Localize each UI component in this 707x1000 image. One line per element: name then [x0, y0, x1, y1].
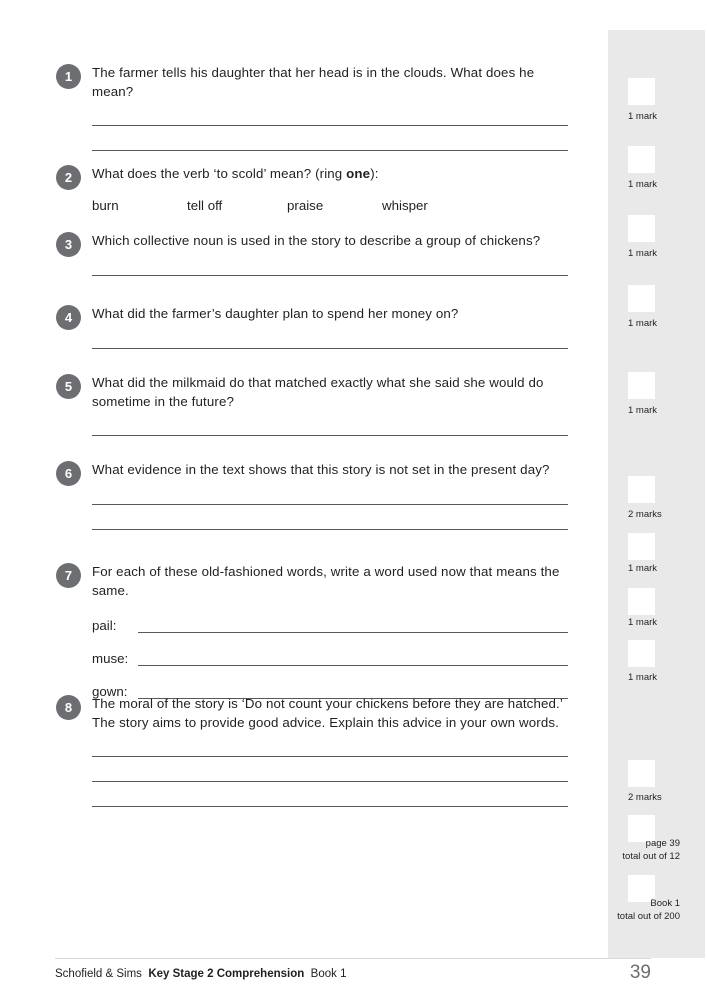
question-number-8: 8 [56, 695, 81, 720]
footer-imprint [55, 968, 346, 980]
mark-label-q1: 1 mark [628, 111, 658, 122]
answer-lines-1 [92, 125, 568, 151]
answer-line[interactable] [92, 806, 568, 807]
question-number-4: 4 [56, 305, 81, 330]
answer-line[interactable] [92, 781, 568, 782]
blank-line-pail[interactable] [138, 619, 568, 633]
question-text-8: The moral of the story is ‘Do not count your chickens before they are hatched.’ The story aims to provide good advice. Explain this advice in your own words. [92, 696, 563, 730]
mark-box-q7-muse[interactable] [628, 588, 655, 615]
answer-lines-3 [92, 275, 568, 276]
page-footer [0, 958, 707, 1000]
mark-label-q3: 1 mark [628, 248, 658, 259]
question-text-3: Which collective noun is used in the story to describe a group of chickens? [92, 233, 541, 248]
option-burn[interactable]: burn [92, 197, 119, 213]
answer-options-2 [92, 198, 568, 213]
question-text-2-emphasis: one [346, 166, 371, 181]
mark-label-q8: 2 marks [628, 792, 662, 803]
question-text-5: What did the milkmaid do that matched exactly what she said she would do sometime in the future? [92, 375, 544, 409]
mark-box-q1[interactable] [628, 78, 655, 105]
question-number-1: 1 [56, 64, 81, 89]
answer-line[interactable] [92, 435, 568, 436]
mark-label-q7-pail: 1 mark [628, 563, 658, 574]
page-total-label: page 39 [645, 838, 680, 849]
footer-publisher: Schofield & Sims [55, 968, 142, 980]
answer-lines-6 [92, 504, 568, 530]
answer-lines-8 [92, 756, 568, 807]
answer-line[interactable] [92, 150, 568, 151]
mark-label-q4: 1 mark [628, 318, 658, 329]
book-total-label: Book 1 [650, 898, 680, 909]
mark-box-q8[interactable] [628, 760, 655, 787]
blank-row-pail [92, 618, 568, 633]
mark-box-q4[interactable] [628, 285, 655, 312]
question-text-4: What did the farmer’s daughter plan to spend her money on? [92, 306, 459, 321]
question-text-2-pre: What does the verb ‘to scold’ mean? (ring [92, 166, 347, 181]
blank-row-muse [92, 651, 568, 666]
mark-label-q2: 1 mark [628, 179, 658, 190]
question-number-3: 3 [56, 232, 81, 257]
book-total-outof: total out of 200 [617, 911, 680, 922]
answer-line[interactable] [92, 348, 568, 349]
blank-line-muse[interactable] [138, 652, 568, 666]
mark-box-q5[interactable] [628, 372, 655, 399]
page-number: 39 [629, 962, 651, 983]
page-total-outof: total out of 12 [622, 851, 680, 862]
question-text-7: For each of these old-fashioned words, write a word used now that means the same. [92, 564, 560, 598]
footer-title: Key Stage 2 Comprehension [148, 968, 305, 980]
mark-label-q6: 2 marks [628, 509, 662, 520]
answer-lines-5 [92, 435, 568, 436]
option-tell-off[interactable]: tell off [187, 197, 223, 213]
question-5 [48, 374, 568, 436]
footer-divider [55, 958, 651, 959]
mark-box-q7-gown[interactable] [628, 640, 655, 667]
question-number-6: 6 [56, 461, 81, 486]
question-number-2: 2 [56, 165, 81, 190]
blank-label-gown: gown: [92, 684, 128, 699]
question-3 [48, 232, 568, 276]
question-text-2-post: ): [370, 166, 379, 181]
question-text-2 [92, 165, 568, 184]
option-praise[interactable]: praise [287, 197, 324, 213]
question-text-6: What evidence in the text shows that this story is not set in the present day? [92, 462, 550, 477]
mark-box-q3[interactable] [628, 215, 655, 242]
answer-line[interactable] [92, 275, 568, 276]
blank-label-muse: muse: [92, 651, 129, 666]
answer-line[interactable] [92, 529, 568, 530]
question-6 [48, 461, 568, 530]
mark-label-q5: 1 mark [628, 405, 658, 416]
mark-box-q6[interactable] [628, 476, 655, 503]
mark-box-q2[interactable] [628, 146, 655, 173]
question-text-1: The farmer tells his daughter that her head is in the clouds. What does he mean? [92, 65, 535, 99]
question-7 [48, 563, 568, 699]
blank-label-pail: pail: [92, 618, 117, 633]
option-whisper[interactable]: whisper [382, 197, 428, 213]
mark-label-q7-gown: 1 mark [628, 672, 658, 683]
answer-line[interactable] [92, 125, 568, 126]
question-8 [48, 695, 568, 807]
answer-line[interactable] [92, 756, 568, 757]
question-number-5: 5 [56, 374, 81, 399]
question-4 [48, 305, 568, 349]
footer-book: Book 1 [310, 968, 347, 980]
question-number-7: 7 [56, 563, 81, 588]
answer-lines-4 [92, 348, 568, 349]
answer-line[interactable] [92, 504, 568, 505]
mark-box-q7-pail[interactable] [628, 533, 655, 560]
question-2 [48, 165, 568, 213]
mark-label-q7-muse: 1 mark [628, 617, 658, 628]
question-1 [48, 64, 568, 151]
